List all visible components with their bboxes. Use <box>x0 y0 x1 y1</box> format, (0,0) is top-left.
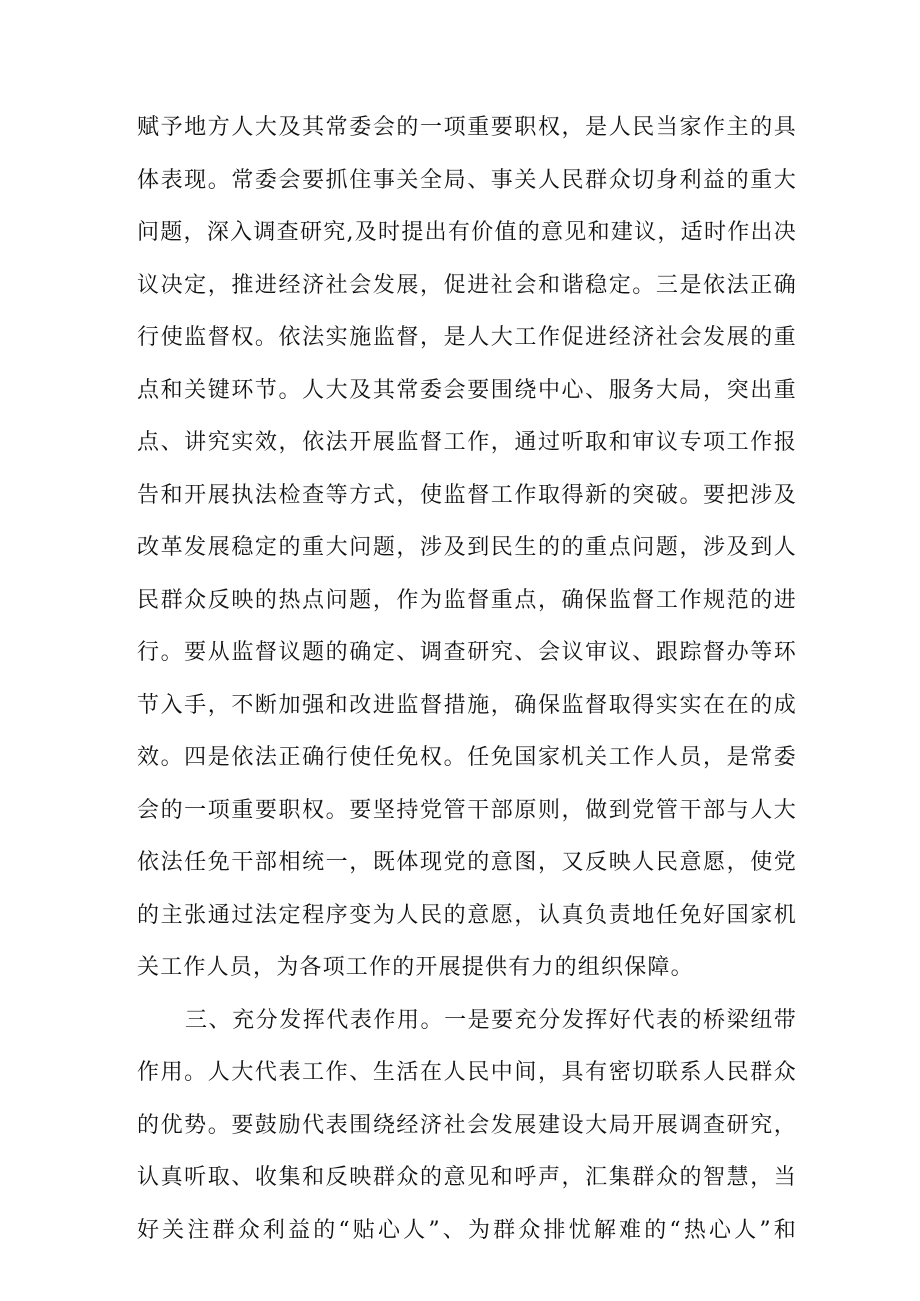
text-line: 的主张通过法定程序变为人民的意愿，认真负责地任免好国家机 <box>137 902 797 928</box>
text-line: 作用。人大代表工作、生活在人民中间，具有密切联系人民群众 <box>137 1060 797 1085</box>
text-line: 效。四是依法正确行使任免权。任免国家机关工作人员，是常委 <box>137 745 797 770</box>
text-line: 改革发展稳定的重大问题，涉及到民生的的重点问题，涉及到人 <box>137 535 797 560</box>
text-line: 点和关键环节。人大及其常委会要围绕中心、服务大局，突出重 <box>137 377 797 403</box>
text-line: 三、充分发挥代表作用。一是要充分发挥好代表的桥梁纽带 <box>185 1007 797 1033</box>
text-line: 关工作人员，为各项工作的开展提供有力的组织保障。 <box>137 955 694 980</box>
text-line: 行。要从监督议题的确定、调查研究、会议审议、跟踪督办等环 <box>137 640 797 665</box>
text-line: 依法任免干部相统一，既体现党的意图，又反映人民意愿，使党 <box>137 850 797 875</box>
text-line: 体表现。常委会要抓住事关全局、事关人民群众切身利益的重大 <box>137 167 797 193</box>
text-line: 赋予地方人大及其常委会的一项重要职权，是人民当家作主的具 <box>137 115 797 140</box>
paragraph-2 <box>137 995 797 1258</box>
text-line: 问题，深入调查研究,及时提出有价值的意见和建议，适时作出决 <box>137 220 797 245</box>
document-body <box>137 102 797 1257</box>
text-line: 行使监督权。依法实施监督，是人大工作促进经济社会发展的重 <box>137 325 797 350</box>
text-line: 认真听取、收集和反映群众的意见和呼声，汇集群众的智慧，当 <box>137 1165 797 1190</box>
text-line: 节入手，不断加强和改进监督措施，确保监督取得实实在在的成 <box>137 692 797 718</box>
text-line: 点、讲究实效，依法开展监督工作，通过听取和审议专项工作报 <box>137 430 797 455</box>
paragraph-1 <box>137 102 797 995</box>
text-line: 会的一项重要职权。要坚持党管干部原则，做到党管干部与人大 <box>137 797 797 823</box>
text-line: 民群众反映的热点问题，作为监督重点，确保监督工作规范的进 <box>137 587 797 613</box>
text-line: 议决定，推进经济社会发展，促进社会和谐稳定。三是依法正确 <box>137 272 797 298</box>
text-line: 告和开展执法检查等方式，使监督工作取得新的突破。要把涉及 <box>137 482 797 508</box>
text-line: 的优势。要鼓励代表围绕经济社会发展建设大局开展调查研究， <box>137 1112 797 1138</box>
text-line: 好关注群众利益的“贴心人”、为群众排忧解难的“热心人”和 <box>137 1217 797 1243</box>
